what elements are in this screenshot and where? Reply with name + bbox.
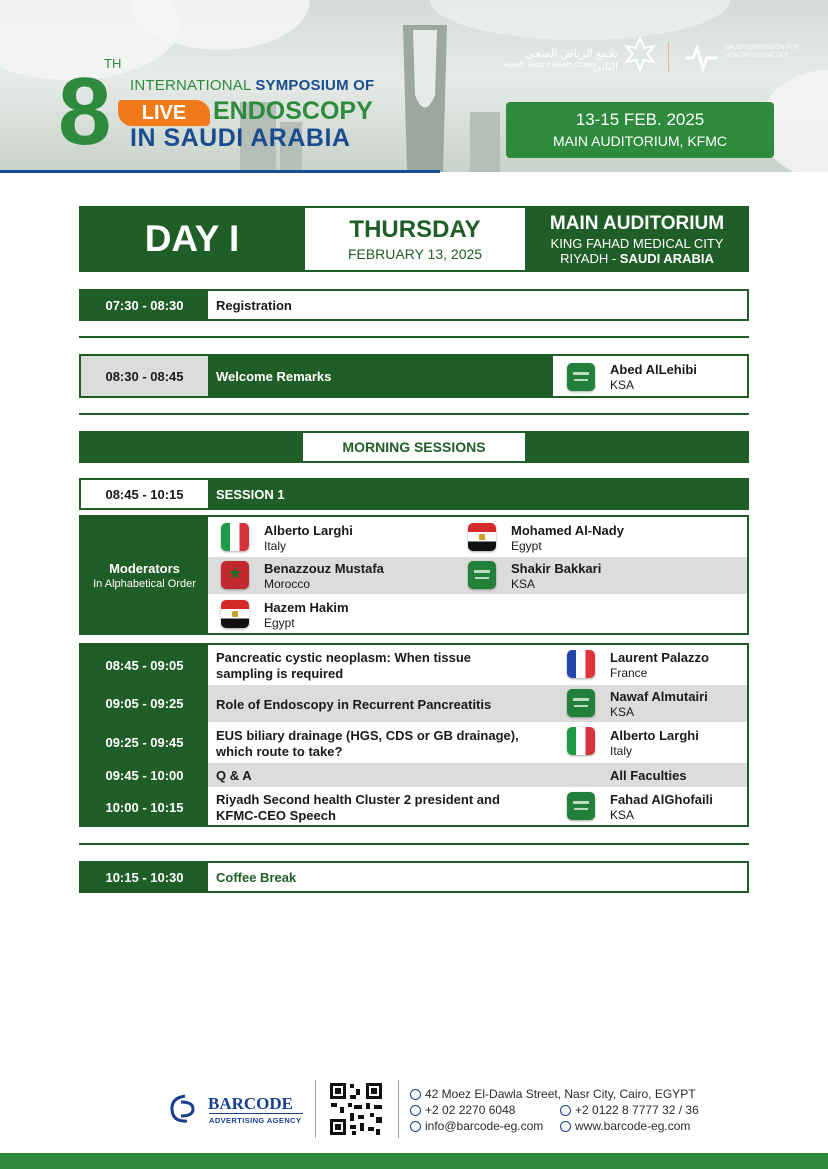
- day-label: DAY I: [144, 218, 240, 259]
- phone-icon: [410, 1105, 421, 1116]
- italy-flag-icon: [221, 523, 249, 551]
- moderator-country: Italy: [264, 539, 287, 553]
- talk-speaker-country: KSA: [610, 808, 635, 822]
- talk-time: 09:05 - 09:25: [105, 696, 184, 711]
- footer-phone1: +2 02 2270 6048: [410, 1103, 515, 1117]
- speaker-country: KSA: [610, 378, 635, 392]
- morning-sessions-bar: [79, 431, 749, 463]
- email-icon: [410, 1121, 421, 1132]
- header-banner: [0, 0, 828, 172]
- talk-title: Riyadh Second health Cluster 2 president and KFMC-CEO Speech: [216, 792, 500, 823]
- france-flag-icon: [567, 650, 595, 678]
- partner1-english: Riyadh Second Health Cluster: [503, 62, 597, 69]
- barcode-logo-icon: [167, 1092, 201, 1126]
- ksa-flag-icon: [567, 363, 595, 391]
- weekday: THURSDAY: [349, 216, 481, 243]
- moderator-name: Mohamed Al-Nady: [511, 523, 624, 538]
- moderator-name: Benazzouz Mustafa: [264, 561, 384, 576]
- edition-number: 8: [58, 58, 110, 165]
- registration-row: [79, 289, 749, 321]
- location-icon: [410, 1089, 421, 1100]
- egypt-flag-icon: [468, 523, 496, 551]
- talk-title: Role of Endoscopy in Recurrent Pancreatitis: [216, 697, 492, 712]
- moderator-country: Egypt: [264, 616, 295, 630]
- talk-title: Pancreatic cystic neoplasm: When tissue sampling is required: [216, 650, 472, 681]
- welcome-time: 08:30 - 08:45: [81, 356, 208, 396]
- talk-time: 09:45 - 10:00: [105, 767, 184, 783]
- moderators-note: In Alphabetical Order: [93, 577, 196, 590]
- moderator-name: Alberto Larghi: [264, 523, 353, 538]
- moderators-header: [81, 517, 208, 633]
- italy-flag-icon: [567, 727, 595, 755]
- divider: [79, 336, 749, 338]
- saudi-arabia-title: IN SAUDI ARABIA: [130, 124, 351, 152]
- health-cluster-logo-icon: [620, 34, 660, 74]
- registration-title: Registration: [216, 297, 292, 313]
- welcome-speaker: [553, 356, 747, 396]
- session1-title: SESSION 1: [208, 480, 747, 508]
- event-venue: MAIN AUDITORIUM, KFMC: [553, 133, 727, 149]
- coffee-break-row: [79, 861, 749, 893]
- moderator-name: Hazem Hakim: [264, 600, 349, 615]
- footer-phone2: +2 0122 8 7777 32 / 36: [560, 1103, 699, 1117]
- talk-time: 10:00 - 10:15: [105, 799, 184, 815]
- talk-speaker: Alberto Larghi: [610, 728, 699, 743]
- health-specialties-logo-icon: [681, 40, 721, 74]
- hospital-name: KING FAHAD MEDICAL CITY: [550, 235, 724, 251]
- header-divider: [0, 170, 440, 173]
- divider: [79, 843, 749, 845]
- talk-time: 09:25 - 09:45: [105, 735, 184, 750]
- moderator-name: Shakir Bakkari: [511, 561, 602, 576]
- ksa-flag-icon: [567, 689, 595, 717]
- morning-sessions-label: MORNING SESSIONS: [303, 433, 525, 461]
- talk-speaker-country: Italy: [610, 744, 633, 758]
- event-dates: 13-15 FEB. 2025: [575, 110, 705, 129]
- talk-speaker: Fahad AlGhofaili: [610, 792, 713, 807]
- talk-speaker-country: KSA: [610, 705, 635, 719]
- talk-speaker: Laurent Palazzo: [610, 650, 709, 665]
- hall-name: MAIN AUDITORIUM: [549, 212, 725, 234]
- morocco-flag-icon: [221, 561, 249, 589]
- egypt-flag-icon: [221, 600, 249, 628]
- footer-email[interactable]: info@barcode-eg.com: [410, 1119, 543, 1133]
- partner1-arabic: تجمع الرياض الصحي الثاني: [525, 48, 618, 73]
- day-date: FEBRUARY 13, 2025: [347, 246, 483, 262]
- talk-time: 08:45 - 09:05: [105, 657, 184, 673]
- coffee-time: 10:15 - 10:30: [81, 863, 208, 891]
- agency-name: BARCODE: [208, 1094, 294, 1113]
- moderators-label: Moderators: [109, 560, 180, 576]
- agency-tagline: ADVERTISING AGENCY: [209, 1116, 302, 1125]
- live-badge: LIVE: [118, 100, 210, 126]
- speaker-name: Abed AlLehibi: [610, 362, 697, 377]
- city-country: RIYADH - SAUDI ARABIA: [560, 250, 714, 266]
- moderator-country: Egypt: [511, 539, 542, 553]
- ksa-flag-icon: [468, 561, 496, 589]
- session1-talks: [79, 643, 749, 827]
- footer-bar: [0, 1153, 828, 1169]
- partner2-name: SAUDI COMMISSION FOR HEALTH SPECIALTIES: [725, 45, 799, 59]
- footer-website[interactable]: www.barcode-eg.com: [560, 1119, 690, 1133]
- talk-speaker: All Faculties: [610, 768, 687, 783]
- moderators-block: [79, 515, 749, 635]
- talk-speaker: Nawaf Almutairi: [610, 689, 708, 704]
- welcome-row: [79, 354, 749, 398]
- day-venue: [527, 208, 747, 270]
- symposium-line: INTERNATIONAL SYMPOSIUM OF: [130, 77, 375, 94]
- day-date-box: [305, 208, 525, 270]
- coffee-title: Coffee Break: [216, 869, 297, 885]
- welcome-title: Welcome Remarks: [208, 356, 553, 396]
- talk-speaker-country: France: [610, 666, 648, 680]
- kingdom-tower-illustration: [385, 0, 465, 172]
- day-banner: [79, 206, 749, 272]
- endoscopy-title: ENDOSCOPY: [213, 97, 373, 125]
- footer-divider: [398, 1080, 399, 1138]
- session1-header: [79, 478, 749, 510]
- globe-icon: [560, 1121, 571, 1132]
- event-date-box: [506, 102, 774, 158]
- mobile-icon: [560, 1105, 571, 1116]
- divider: [79, 413, 749, 415]
- talk-title: EUS biliary drainage (HGS, CDS or GB drainage), which route to take?: [216, 728, 519, 759]
- ksa-flag-icon: [567, 792, 595, 820]
- moderator-country: KSA: [511, 577, 536, 591]
- footer-divider: [315, 1080, 316, 1138]
- qr-code[interactable]: [328, 1081, 384, 1137]
- edition-suffix: TH: [104, 56, 122, 71]
- registration-time: 07:30 - 08:30: [81, 291, 208, 319]
- session1-time: 08:45 - 10:15: [105, 486, 184, 502]
- footer-address: 42 Moez El-Dawla Street, Nasr City, Cairo, EGYPT: [410, 1087, 696, 1101]
- moderator-country: Morocco: [264, 577, 311, 591]
- talk-title: Q & A: [216, 768, 252, 783]
